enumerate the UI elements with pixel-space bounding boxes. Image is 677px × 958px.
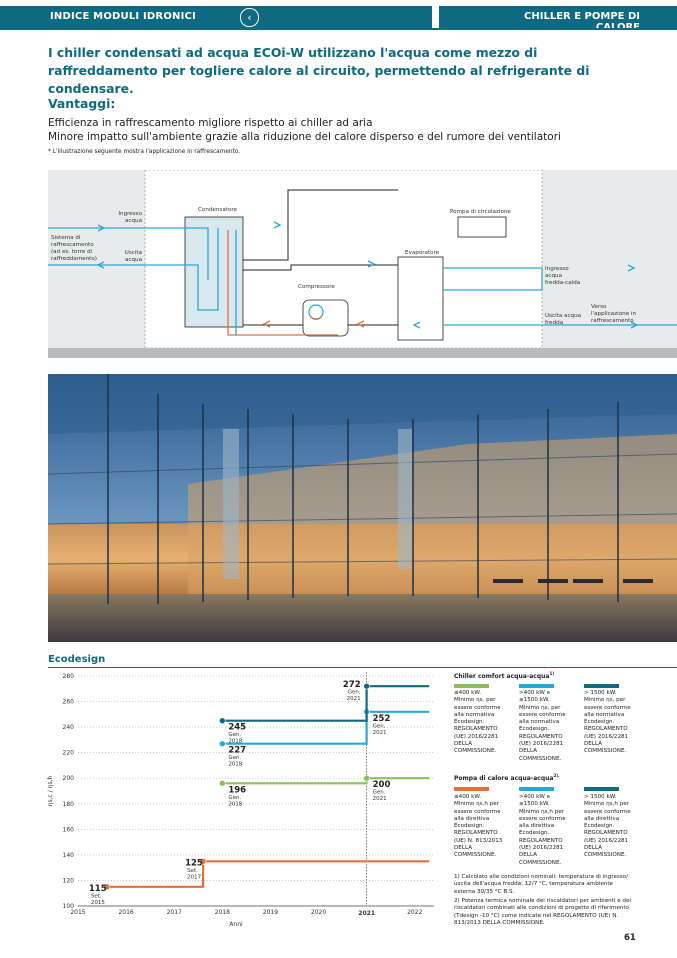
value-sublabel: 2018 [228,761,243,768]
svg-text:raffreddamento): raffreddamento) [51,256,97,262]
comfort-swatch-1 [454,684,489,688]
intro-text: I chiller condensati ad acqua ECOi-W utilizzano l'acqua come mezzo di raffreddamento per togliere calore al circuito, permettendo al refrigerante di condensare. [48,45,590,96]
evaporator-label: Evaporatore [405,250,440,256]
note-2: 2) Potenza termica nominale dei riscaldatori per ambienti e dei riscaldatori combinati alle condizioni di progetto di riferimento (Tdesign -10 °C) come indicate nel REGOLAMENTO (UE) N. 813/2013 DELLA COMMISSIONE. [454,898,631,926]
y-tick-label: 200 [62,775,74,783]
series-line [222,686,429,721]
note-1: 1) Calcolato alle condizioni nominali: temperatura di ingresso/ uscita dell'acqua fredda: 12/7 °C, temperatura ambiente esterna 30/35 °C B.S. [454,874,629,895]
system-label: Sistema di [51,235,81,241]
svg-text:(ad es. torre di: (ad es. torre di [51,249,93,255]
svg-text:acqua: acqua [124,257,142,263]
value-label: 245 [228,722,247,733]
value-sublabel: Set. [90,893,102,900]
pump-text-3: > 1500 kW. Minimo ηs,h per essere conforme alla direttiva Ecodesign. REGOLAMENTO (UE) 2016/2281 DELLA COMMISSIONE. [584,794,631,859]
comfort-text-2: >400 kW e ≤1500 kW. Minimo ηs, per essere conforme alla normativa Ecodesign. REGOLAMENTO (UE) 2016/2281 DELLA COMMISSIONE. [519,690,566,762]
svg-text:acqua: acqua [545,273,563,279]
y-tick-label: 220 [62,749,74,757]
y-tick-label: 240 [62,724,74,732]
ecodesign-chart [30,666,440,930]
water-out-label: Uscita [124,250,142,256]
y-tick-labels [63,673,75,910]
comfort-text-1: ≤400 kW. Minimo ηs, per essere conforme alla normativa Ecodesign. REGOLAMENTO (UE) 2016/2281 DELLA COMMISSIONE. [454,690,501,755]
value-sublabel: 2017 [187,874,202,881]
value-sublabel: 2018 [228,738,243,745]
value-sublabel: Gen. [228,732,242,739]
comfort-title: Chiller comfort acqua-acqua$^{1)}$ [454,671,555,680]
x-tick-label: 2016 [118,909,134,916]
value-sublabel: Gen. [228,755,242,762]
series-line [222,712,429,744]
value-label: 227 [228,745,247,756]
value-sublabel: Gen. [347,689,361,696]
series-line [107,861,429,887]
y-tick-label: 260 [62,698,74,706]
y-tick-label: 160 [62,826,74,834]
y-tick-label: 180 [62,800,74,808]
x-tick-label: 2020 [310,909,327,916]
series-point [219,780,225,786]
x-tick-label: 2018 [214,909,230,916]
floor-strip [48,348,677,358]
series-point [219,718,225,724]
series-point [219,741,225,747]
series-point [364,683,370,689]
value-sublabel: Gen. [372,789,386,796]
y-tick-label: 120 [62,877,74,885]
x-tick-label: 2015 [70,909,86,916]
value-label: 125 [185,858,203,869]
chevron-left-icon[interactable]: ‹ [240,8,259,27]
svg-text:l'applicazione in: l'applicazione in [591,311,637,317]
pump-text-1: ≤400 kW. Minimo ηs,h per essere conforme alla direttiva Ecodesign. REGOLAMENTO (UE) N. 813/2013 DELLA COMMISSIONE. [454,794,503,859]
to-application-label: Verso [591,304,607,310]
pump-text-2: >400 kW e ≤1500 kW. Minimo ηs,h per essere conforme alla direttiva Ecodesign. REGOLAMENTO (UE) 2016/2281 DELLA COMMISSIONE. [519,794,566,866]
header-left-title[interactable]: INDICE MODULI IDRONICI [50,11,196,22]
advantages-title: Vantaggi: [48,96,116,111]
value-label: 252 [372,713,391,724]
pump-swatch-3 [584,787,619,791]
cooling-diagram [48,170,677,360]
advantage-item: Minore impatto sull'ambiente grazie alla riduzione del calore disperso e del rumore dei ventilatori [48,131,561,143]
value-sublabel: Set. [187,867,198,874]
cold-hot-in-label: Ingresso [545,266,569,272]
ecodesign-title: Ecodesign [48,654,106,665]
y-tick-label: 100 [62,903,74,910]
svg-text:raffrescamento: raffrescamento [591,318,634,324]
value-sublabel: Gen. [372,723,386,730]
x-axis-label: Anni [229,921,243,928]
pump-title: Pompa di calore acqua-acqua$^{2).}$ [454,773,560,782]
x-tick-label: 2019 [262,909,279,916]
y-axis-label: ηs,c / ηs,h [47,775,54,807]
building-photo [48,374,677,642]
series-point [364,775,370,781]
header-rule [0,28,677,30]
y-tick-label: 140 [62,851,74,859]
value-sublabel: 2015 [90,899,105,906]
x-tick-labels [70,909,422,917]
x-tick-label: 2017 [166,909,182,916]
value-sublabel: 2021 [346,696,361,703]
compressor-label: Compressore [298,284,335,290]
page-number: 61 [624,933,636,943]
value-label: 196 [228,785,247,796]
y-tick-label: 280 [62,673,74,680]
value-sublabel: Gen. [228,794,242,801]
pump-swatch-1 [454,787,489,791]
x-tick-label: 2021 [358,910,376,917]
svg-text:fredda: fredda [545,320,564,326]
svg-text:acqua: acqua [124,218,142,224]
value-labels [89,680,391,906]
advantage-item: Efficienza in raffrescamento migliore rispetto ai chiller ad aria [48,117,373,129]
value-sublabel: 2021 [372,796,387,803]
water-in-label: Ingresso [118,211,142,217]
x-tick-label: 2022 [407,909,423,916]
condenser-label: Condensatore [198,207,237,213]
svg-text:raffrescamento: raffrescamento [51,242,94,248]
pump-swatch-2 [519,787,554,791]
value-label: 200 [372,780,391,791]
pump-label: Pompa di circolazione [450,209,511,215]
comfort-text-3: > 1500 kW. Minimo ηs, per essere conforme alla normativa Ecodesign. REGOLAMENTO (UE) 2016/2281 DELLA COMMISSIONE. [584,690,631,755]
series-line [222,778,429,783]
comfort-swatch-2 [519,684,554,688]
header-right-title: CHILLER E POMPE DI [524,11,640,22]
value-label: 115 [88,883,107,894]
value-sublabel: 2018 [228,801,243,808]
cold-out-label: Uscita acqua [545,313,582,319]
comfort-swatch-3 [584,684,619,688]
value-label: 272 [342,680,361,691]
value-sublabel: 2021 [372,729,387,736]
svg-text:fredda-calda: fredda-calda [545,280,581,286]
illustration-footnote: * L'illustrazione seguente mostra l'applicazione in raffrescamento. [48,149,241,155]
